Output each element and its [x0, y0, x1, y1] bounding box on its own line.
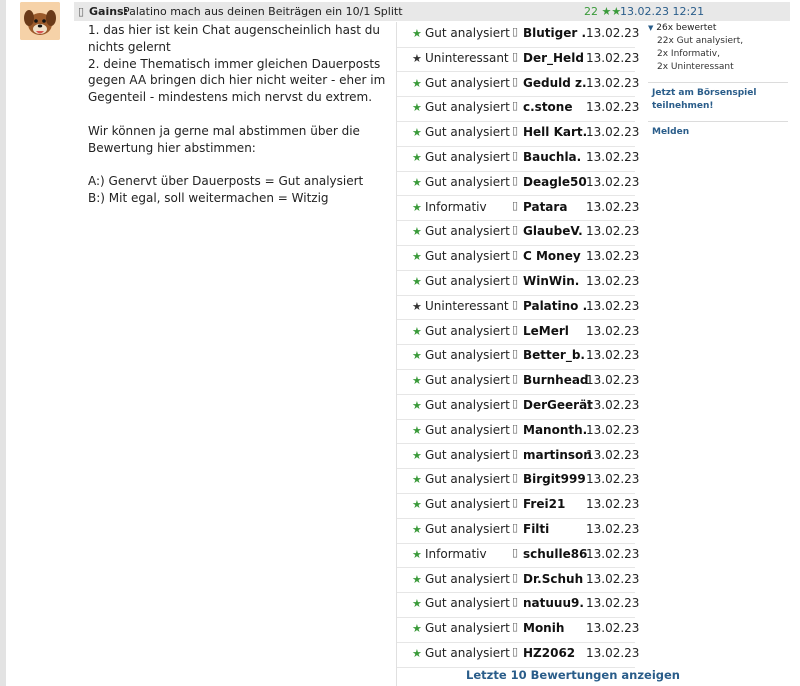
- post-line: [88, 106, 388, 123]
- rating-date: 13.02.23: [586, 497, 640, 512]
- user-icon: ▯: [512, 322, 519, 336]
- user-icon: ▯: [512, 124, 519, 138]
- rating-date: 13.02.23: [586, 422, 640, 437]
- rating-date: 13.02.23: [586, 75, 640, 90]
- star-icon: ★: [412, 448, 422, 462]
- rating-type: Gut analysiert: [425, 174, 510, 189]
- post-line: [88, 156, 388, 173]
- rating-date: 13.02.23: [586, 398, 640, 412]
- rating-user[interactable]: Patara: [523, 199, 568, 214]
- rating-user[interactable]: Hell Kart.: [523, 125, 588, 140]
- user-icon: ▯: [512, 297, 519, 311]
- rating-type: Gut analysiert: [425, 75, 510, 90]
- rating-user[interactable]: natuuu9.: [523, 596, 584, 611]
- user-icon: ▯: [512, 372, 519, 386]
- user-icon: ▯: [512, 198, 519, 212]
- rating-user[interactable]: schulle86: [523, 546, 588, 561]
- rating-row: [397, 121, 640, 147]
- rating-user[interactable]: martinson: [523, 447, 592, 462]
- rating-type: Gut analysiert: [425, 497, 510, 512]
- rating-date: 13.02.23: [586, 274, 640, 288]
- rating-user[interactable]: Dr.Schuh: [523, 571, 584, 586]
- user-icon: ▯: [512, 25, 519, 38]
- summary-item: 2x Uninteressant: [657, 62, 734, 72]
- rating-date: 13.02.23: [586, 298, 640, 313]
- star-icon: ★: [412, 200, 422, 214]
- left-strip: [0, 0, 6, 686]
- rating-date: 13.02.23: [586, 150, 640, 164]
- ratings-list: [396, 22, 640, 686]
- rating-type: Gut analysiert: [425, 373, 510, 388]
- post-line: 2. deine Thematisch immer gleichen Dauerposts gegen AA bringen dich hier nicht weiter - eher im Gegenteil - mindestens mich nervst du extrem.: [88, 56, 386, 105]
- rating-date: 13.02.23: [586, 100, 640, 115]
- rating-row: [397, 171, 640, 197]
- rating-user[interactable]: Burnhead: [523, 373, 589, 388]
- rating-date: 13.02.23: [586, 571, 640, 586]
- rating-row: [397, 270, 640, 296]
- rating-row: [397, 47, 640, 73]
- post-score: 22 ★★: [584, 5, 622, 18]
- star-icon: ★: [412, 151, 422, 164]
- rating-user[interactable]: C Money: [523, 249, 581, 264]
- rating-user[interactable]: WinWin.: [523, 274, 580, 288]
- star-icon: ★: [412, 473, 422, 487]
- user-icon: ▯: [512, 570, 519, 584]
- rating-row: [397, 592, 640, 618]
- post-subject: Palatino mach aus deinen Beiträgen ein 10/1 Splitt: [123, 5, 403, 18]
- star-icon: ★: [412, 647, 422, 660]
- rating-date: 13.02.23: [586, 199, 640, 214]
- rating-type: Gut analysiert: [425, 522, 510, 536]
- user-icon: ▯: [512, 446, 519, 460]
- user-icon: ▯: [512, 173, 519, 187]
- rating-type: Gut analysiert: [425, 571, 510, 586]
- user-icon: ▯: [512, 273, 519, 286]
- post-line: A:) Genervt über Dauerposts = Gut analysiert: [88, 174, 364, 189]
- star-icon: ★: [412, 374, 422, 388]
- star-icon: ★: [412, 299, 422, 313]
- star-icon: ★: [412, 51, 422, 65]
- user-icon: ▯: [512, 521, 519, 534]
- avatar[interactable]: [20, 2, 60, 40]
- rating-type: Informativ: [425, 546, 487, 561]
- post-body: [88, 22, 388, 207]
- rating-date: 13.02.23: [586, 646, 640, 660]
- rating-date: 13.02.23: [586, 125, 640, 140]
- divider: [648, 82, 788, 83]
- user-icon: ▯: [512, 223, 519, 237]
- rating-type: Informativ: [425, 199, 487, 214]
- rating-type: Gut analysiert: [425, 125, 510, 140]
- star-icon: ★: [412, 175, 422, 189]
- star-icon: ★: [412, 597, 422, 611]
- post-line: Wir können ja gerne mal abstimmen über die Bewertung hier abstimmen:: [88, 123, 360, 155]
- rating-date: 13.02.23: [586, 546, 640, 561]
- user-icon: ▯: [512, 595, 519, 609]
- rating-user[interactable]: Der_Held: [523, 50, 584, 65]
- user-icon: ▯: [512, 149, 519, 162]
- rating-row: [397, 196, 640, 222]
- rating-date: 13.02.23: [586, 50, 640, 65]
- star-icon: ★: [412, 250, 422, 264]
- rating-user[interactable]: Filti: [523, 522, 550, 536]
- rating-row: [397, 320, 640, 346]
- show-last-ratings-link[interactable]: Letzte 10 Bewertungen anzeigen: [466, 668, 680, 682]
- rating-row: [397, 568, 640, 594]
- rating-date: 13.02.23: [586, 348, 640, 363]
- rating-row: [397, 220, 640, 246]
- user-icon: ▯: [512, 49, 519, 63]
- rating-type: Gut analysiert: [425, 422, 510, 437]
- user-icon: ▯: [512, 471, 519, 485]
- rating-user[interactable]: Palatino .: [523, 298, 588, 313]
- user-icon: ▯: [512, 496, 519, 510]
- summary-toggle[interactable]: [648, 22, 788, 35]
- triangle-down-icon: ▼: [648, 24, 654, 32]
- report-link[interactable]: Melden: [652, 127, 690, 137]
- star-icon: ★: [412, 498, 422, 512]
- post-line: 1. das hier ist kein Chat augenscheinlich hast du nichts gelernt: [88, 23, 380, 54]
- post-author[interactable]: Gains:: [89, 5, 128, 18]
- pin-icon: ▯: [78, 5, 85, 18]
- rating-type: Gut analysiert: [425, 100, 510, 115]
- rating-date: 13.02.23: [586, 472, 640, 487]
- rating-type: Gut analysiert: [425, 26, 510, 40]
- post-timestamp: 13.02.23 12:21: [620, 5, 705, 18]
- rating-user[interactable]: LeMerl: [523, 323, 569, 338]
- rating-user[interactable]: Geduld z.: [523, 75, 587, 90]
- rating-user[interactable]: c.stone: [523, 100, 573, 115]
- rating-type: Gut analysiert: [425, 398, 510, 412]
- sidebar: [648, 22, 788, 139]
- star-icon: ★: [412, 225, 422, 239]
- rating-user[interactable]: Better_b.: [523, 348, 585, 363]
- rating-type: Gut analysiert: [425, 646, 510, 660]
- rating-row: [397, 444, 640, 470]
- rating-row: [397, 493, 640, 519]
- star-icon: ★: [412, 523, 422, 536]
- rating-row: [397, 72, 640, 98]
- user-icon: ▯: [512, 74, 519, 88]
- boersenspiel-link[interactable]: [648, 87, 788, 113]
- rating-type: Gut analysiert: [425, 224, 510, 239]
- rating-date: 13.02.23: [586, 174, 640, 189]
- star-icon: ★: [412, 275, 422, 288]
- rating-date: 13.02.23: [586, 373, 640, 388]
- rating-row: [397, 295, 640, 321]
- boersenspiel-line: Jetzt am Börsenspiel: [652, 88, 757, 98]
- summary-head: 26x bewertet: [656, 23, 717, 33]
- rating-date: 13.02.23: [586, 596, 640, 611]
- user-icon: ▯: [512, 99, 519, 113]
- star-icon: ★: [412, 622, 422, 636]
- star-icon: ★: [412, 399, 422, 412]
- rating-row: [397, 394, 640, 420]
- rating-user[interactable]: DerGeerät: [523, 398, 593, 412]
- user-icon: ▯: [512, 645, 519, 658]
- rating-row: [397, 642, 640, 668]
- user-icon: ▯: [512, 620, 519, 634]
- rating-type: Gut analysiert: [425, 621, 510, 636]
- rating-row: [397, 468, 640, 494]
- star-icon: ★: [412, 101, 422, 115]
- rating-type: Uninteressant: [425, 298, 509, 313]
- star-icon: ★: [412, 76, 422, 90]
- star-icon: ★: [412, 27, 422, 40]
- rating-row: [397, 22, 640, 48]
- rating-user[interactable]: GlaubeV.: [523, 224, 583, 239]
- rating-row: [397, 617, 640, 643]
- post-line: B:) Mit egal, soll weitermachen = Witzig: [88, 190, 329, 205]
- boersenspiel-line: teilnehmen!: [652, 101, 714, 111]
- rating-date: 13.02.23: [586, 522, 640, 536]
- divider: [648, 121, 788, 122]
- rating-type: Gut analysiert: [425, 150, 510, 164]
- rating-row: [397, 146, 640, 172]
- rating-user[interactable]: Blutiger .: [523, 26, 587, 40]
- user-icon: ▯: [512, 248, 519, 262]
- rating-user[interactable]: Monih: [523, 621, 565, 636]
- rating-row: [397, 419, 640, 445]
- rating-date: 13.02.23: [586, 26, 640, 40]
- rating-user[interactable]: Bauchla.: [523, 150, 582, 164]
- rating-date: 13.02.23: [586, 224, 640, 239]
- post-header: [74, 2, 790, 21]
- rating-type: Gut analysiert: [425, 472, 510, 487]
- user-icon: ▯: [512, 421, 519, 435]
- rating-user[interactable]: HZ2062: [523, 646, 576, 660]
- star-icon: ★: [412, 572, 422, 586]
- rating-date: 13.02.23: [586, 323, 640, 338]
- star-icon: ★: [412, 126, 422, 140]
- star-icon: ★: [412, 547, 422, 561]
- rating-user[interactable]: Birgit999: [523, 472, 586, 487]
- rating-type: Uninteressant: [425, 50, 509, 65]
- rating-type: Gut analysiert: [425, 596, 510, 611]
- rating-date: 13.02.23: [586, 447, 640, 462]
- star-icon: ★: [412, 423, 422, 437]
- rating-row: [397, 344, 640, 370]
- rating-type: Gut analysiert: [425, 323, 510, 338]
- rating-user[interactable]: Deagle50: [523, 174, 587, 189]
- summary-item: 22x Gut analysiert,: [657, 36, 744, 46]
- rating-user[interactable]: Frei21: [523, 497, 566, 512]
- rating-type: Gut analysiert: [425, 447, 510, 462]
- user-icon: ▯: [512, 545, 519, 559]
- rating-type: Gut analysiert: [425, 348, 510, 363]
- rating-row: [397, 369, 640, 395]
- summary-item: 2x Informativ,: [657, 49, 720, 59]
- rating-row: [397, 96, 640, 122]
- rating-row: [397, 245, 640, 271]
- rating-type: Gut analysiert: [425, 274, 510, 288]
- rating-user[interactable]: Manonth.: [523, 422, 588, 437]
- rating-row: [397, 543, 640, 569]
- rating-date: 13.02.23: [586, 621, 640, 636]
- user-icon: ▯: [512, 397, 519, 410]
- user-icon: ▯: [512, 347, 519, 361]
- rating-date: 13.02.23: [586, 249, 640, 264]
- star-icon: ★: [412, 349, 422, 363]
- rating-row: [397, 518, 640, 544]
- star-icon: ★: [412, 324, 422, 338]
- rating-type: Gut analysiert: [425, 249, 510, 264]
